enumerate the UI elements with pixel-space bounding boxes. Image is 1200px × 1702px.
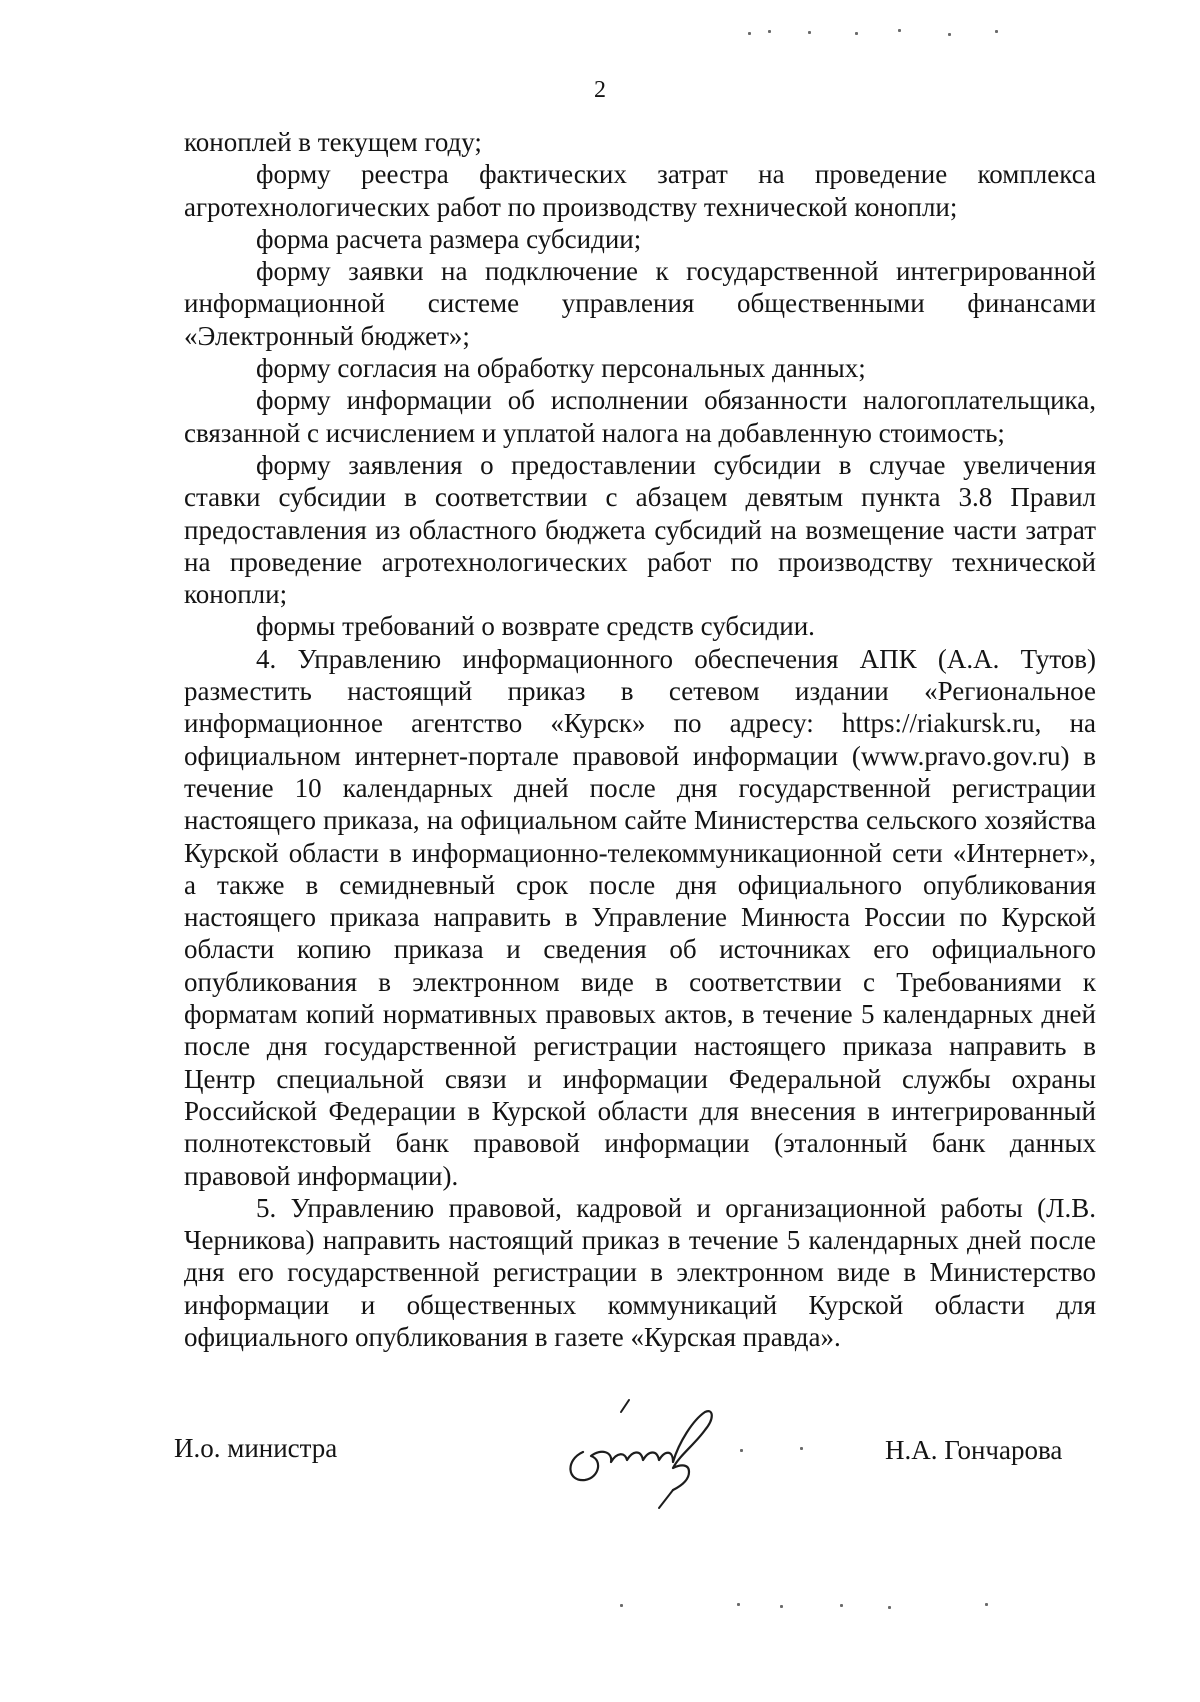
scan-speck (995, 30, 998, 33)
scan-speck (888, 1606, 891, 1609)
document-body (184, 126, 1096, 1353)
signatory-title: И.о. министра (174, 1433, 338, 1463)
paragraph-vat-information-form: форму информации об исполнении обязанности налогоплательщика, связанной с исчислением и уплатой налога на добавленную стоимость; (184, 385, 1096, 448)
scan-speck (898, 29, 901, 32)
paragraph-subsidy-calculation-form: форма расчета размера субсидии; (256, 223, 642, 254)
paragraph-item-5: 5. Управлению правовой, кадровой и организационной работы (Л.В. Черникова) направить настоящий приказ в течение 5 календарных дней после дня его государственной регистрации в электронном виде в Министерство информации и общественных коммуникаций Курской области для официального опубликования в газете «Курская правда». (184, 1192, 1096, 1352)
scan-speck (840, 1604, 843, 1607)
scan-speck (768, 30, 771, 33)
page-number: 2 (594, 77, 606, 103)
scan-speck (855, 32, 858, 35)
scan-speck (808, 31, 811, 34)
paragraph-subsidy-application-form: форму заявления о предоставлении субсидии в случае увеличения ставки субсидии в соответствии с абзацем девятым пункта 3.8 Правил предоставления из областного бюджета субсидий на возмещение части затрат на проведение агротехнологических работ по производству технической конопли; (184, 449, 1096, 610)
scan-speck (740, 1449, 743, 1452)
scan-speck (748, 32, 751, 35)
scan-speck (985, 1603, 988, 1606)
scan-speck (948, 33, 951, 36)
scan-speck (800, 1447, 803, 1450)
signatory-name: Н.А. Гончарова (885, 1435, 1063, 1465)
paragraph-item-4: 4. Управлению информационного обеспечения АПК (А.А. Тутов) разместить настоящий приказ в сетевом издании «Региональное информационное агентство «Курск» по адресу: https://riakursk.ru, на официальном интернет-портале правовой информации (www.pravo.gov.ru) в течение 10 календарных дней после дня государственной регистрации настоящего приказа, на официальном сайте Министерства сельского хозяйства Курской области в информационно-телекоммуникационной сети «Интернет», а также в семидневный срок после дня официального опубликования настоящего приказа направить в Управление Минюста России по Курской области копию приказа и сведения об источниках его официального опубликования в электронном виде в соответствии с Требованиями к форматам копий нормативных правовых актов, в течение 5 календарных дней после дня государственной регистрации настоящего приказа направить в Центр специальной связи и информации Федеральной службы охраны Российской Федерации в Курской области для внесения в интегрированный полнотекстовый банк правовой информации (эталонный банк данных правовой информации). (184, 643, 1096, 1191)
paragraph-refund-requirements-form: формы требований о возврате средств субсидии. (256, 611, 815, 642)
paragraph-costs-registry-form: форму реестра фактических затрат на проведение комплекса агротехнологических работ по производству технической конопли; (184, 159, 1096, 222)
paragraph-personal-data-consent-form: форму согласия на обработку персональных данных; (256, 353, 866, 384)
paragraph-continuation: коноплей в текущем году; (184, 127, 482, 157)
paragraph-budget-connection-form: форму заявки на подключение к государственной интегрированной информационной системе управления общественными финансами «Электронный бюджет»; (184, 256, 1096, 351)
scan-speck (780, 1605, 783, 1608)
scan-speck (737, 1603, 740, 1606)
scan-speck (620, 1604, 623, 1607)
handwritten-signature (555, 1390, 735, 1510)
